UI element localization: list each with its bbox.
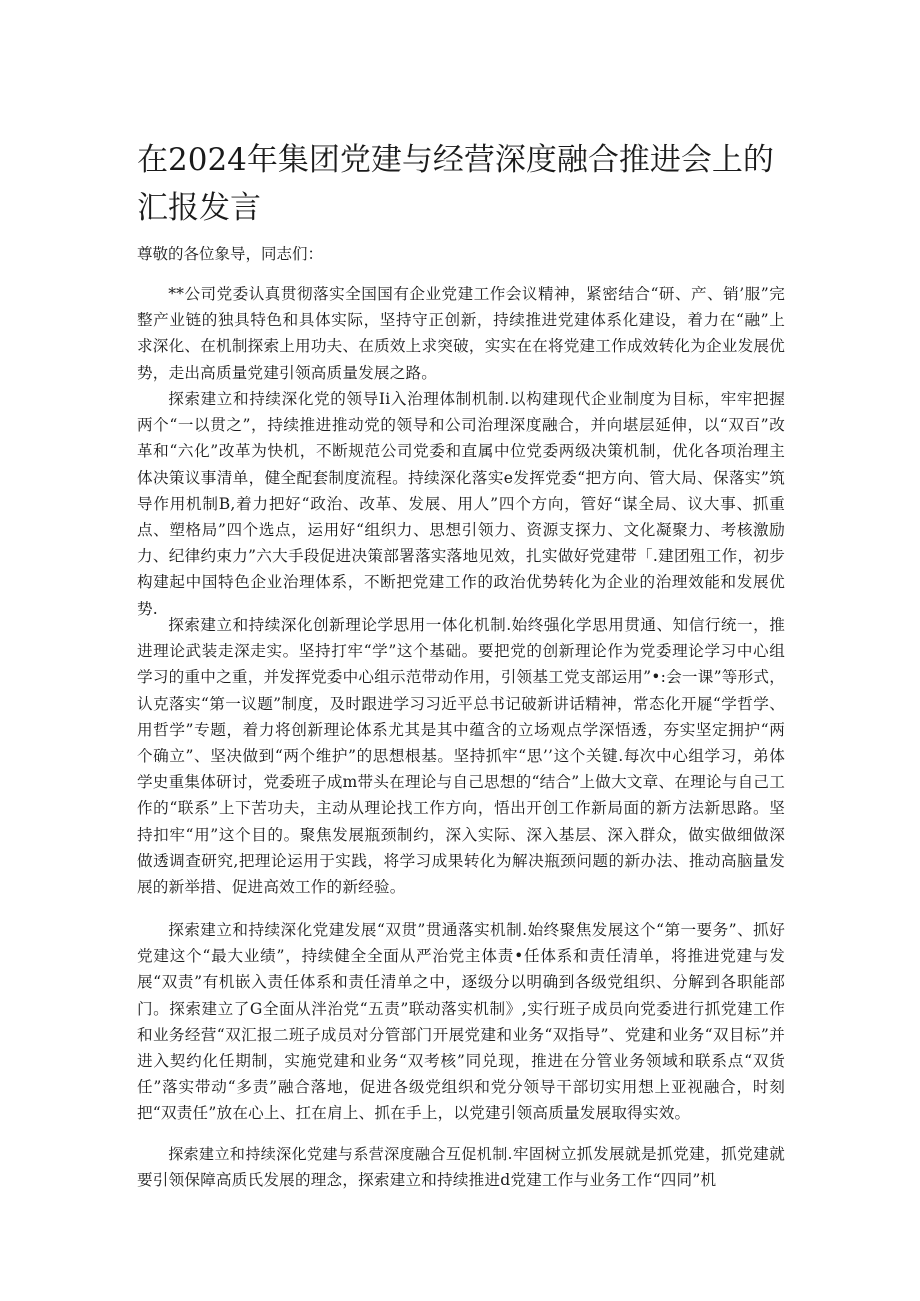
paragraph-text: 探索建立和持续深化创新理论学思用一体化机制.始终强化学思用贯通、知信行统一，推进理论武装走深走实。坚持打牢“学”这个基础。要把党的创新理论作为党委理论学习中心组学习的重中之重，并发挥党委中心组示范带动作用，引领基工党支部运用”•:会一课”等形式，认克落实“第一议题”制度，及时跟进学习习近平总书记破新讲话精神，常态化开屣“学哲学、用哲学”专题，着力将创新理论体系尤其是其中蕴含的立场观点学深悟透，夯实坚定拥护“两个确立”、坚决做到“两个维护”的思想根基。坚持抓牢“思’’这个关键.每次中心组学习，弟体学史重集体研讨，党委班子成m带头在理论与自己思想的“结合”上做大文章、在理论与自己工作的“联系”上下苦功夫，主动从理论找工作方向，悟出开创工作新局面的新方法新思路。坚持扣牢“用”这个目的。聚焦发展瓶颈制约，深入实际、深入基层、深入群众，做实做细做深做透调查研究,把理论运用于实践，将学习成果转化为解决瓶颈问题的新办法、推动高脑量发展的新举措、促进高效工作的新经验。 [137, 616, 785, 897]
paragraph-lead: 探索建立和持续深化党建与系营深度融合互促机制. [168, 1145, 513, 1163]
document-title: 在2024年集团党建与经营深度融合推进会上的汇报发言 [137, 142, 774, 226]
paragraph-text: **公司党委认真贯彻落实全国国有企业党建工作会议精神，紧密结合“研、产、销’服”完整产业链的独具特色和具体实际，坚持守正创新，持续推进党建体系化建设，着力在“融”上求深化、在机制探索上用功夫、在质效上求突破，实实在在将党建工作成效转化为企业发展优势，走出高质量党建引领高质量发展之路。 [137, 285, 785, 382]
paragraph-text: 探索建立和持续深化党建发展“双贯”贯通落实机制.始终聚焦发展这个“第一要务”、抓好党建这个“最大业绩”，持续健全全面从严治党主体责•任体系和责任清单，将推进党建与发展“双责”有机嵌入责任体系和责任清单之中，逐级分以明确到各级党组织、分解到各职能部门。探索建立了G全面从泮治党“五责”联动落实机制》,实行班子成员向党委进行抓党建工作和业务经营“双汇报二班子成员对分管部门开展党建和业务“双指导”、党建和业务“双目标”并进入契约化任期制，实施党建和业务“双考核”同兑现，推进在分管业务领域和联系点“双货任”落实带动“多责”融合落地，促进各级党组织和党分领导干部切实用想上亚视融合，时刻把“双责任”放在心上、扛在肩上、抓在手上，以党建引领高质量发展取得实效。 [137, 921, 785, 1123]
paragraph-integration [137, 1141, 785, 1193]
salutation: 尊敬的各位象导，同志们： [137, 245, 324, 263]
paragraph-text: 探索建立和持续深化党的领导Ii入治理体制机制.以构建现代企业制度为目标，牢牢把握两个“一以贯之”，持续推进推动党的领导和公司治理深度融合，并向堪层延伸，以“双百”改革和“六化”改革为快机，不断规范公司党委和直属中位党委两级决策机制，优化各项治理主体决策议事清单，健全配套制度流程。持续深化落实e发挥党委“把方向、管大局、保落实”筑导作用机制B,着力把好“政治、改革、发展、用人”四个方向，管好“谋全局、议大事、抓重点、塑格局”四个选点，运用好“组织力、思想引领力、资源支探力、文化凝聚力、考核激励力、纪律约束力”六大手段促进决策部署落实落地见效，扎实做好党建带「.建团殂工作，初步构建起中国特色企业治理体系，不断把党建工作的政治优势转化为企业的治理效能和发展优势. [137, 390, 785, 618]
paragraph-theory-study [137, 612, 785, 900]
paragraph-text: 牢固树立抓发展就是抓党建，抓党建就要引领保障高质氏发展的理念，探索建立和持续推进d党建工作与业务工作“四同”机 [137, 1145, 785, 1190]
paragraph-governance [137, 386, 785, 622]
paragraph-intro [137, 281, 785, 386]
paragraph-dual-responsibility [137, 917, 785, 1127]
